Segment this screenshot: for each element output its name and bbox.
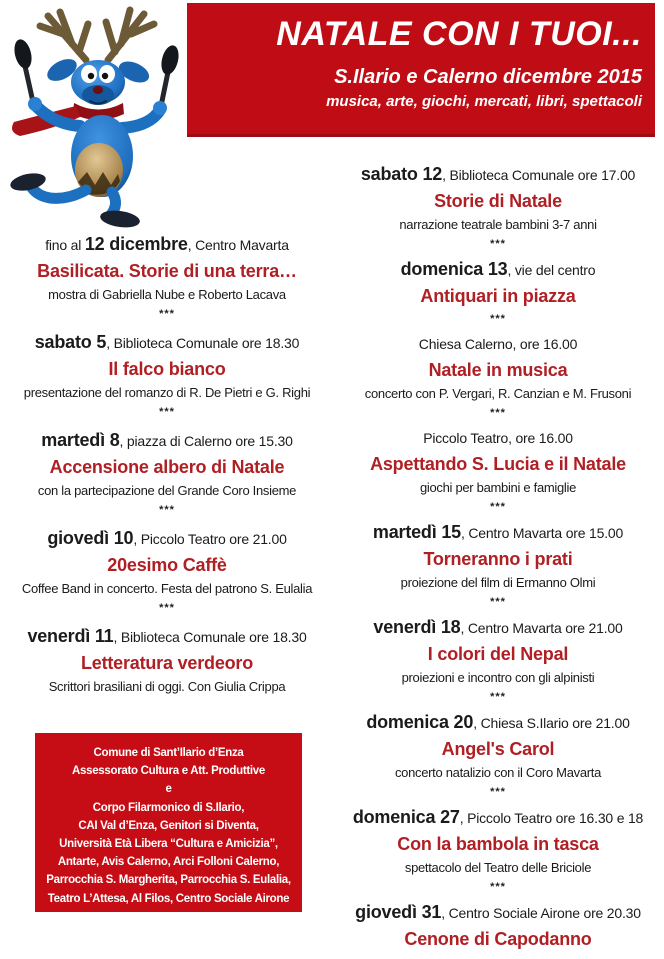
event-location-time: , Centro Sociale Airone ore 20.30 xyxy=(441,905,641,921)
event-location-time: , vie del centro xyxy=(507,262,596,278)
event-location-time: , piazza di Calerno ore 15.30 xyxy=(119,433,293,449)
event-day: sabato 12 xyxy=(360,164,443,184)
event-date-location xyxy=(333,332,663,356)
event-item xyxy=(333,615,663,703)
event-subtitle: concerto con P. Vergari, R. Canzian e M. Frusoni xyxy=(364,386,632,401)
event-location-time: , Biblioteca Comunale ore 17.00 xyxy=(442,167,636,183)
event-date-location xyxy=(1,428,333,453)
event-title: Torneranno i prati xyxy=(423,549,573,569)
event-subtitle: con la partecipazione del Grande Coro Insieme xyxy=(37,483,297,498)
event-title: Cenone di Capodanno xyxy=(404,929,592,949)
event-location-time: , Biblioteca Comunale ore 18.30 xyxy=(113,629,307,645)
event-subtitle: presentazione del romanzo di R. De Pietri e G. Righi xyxy=(23,385,311,400)
event-date-location xyxy=(333,900,663,925)
event-day: martedì 15 xyxy=(372,522,461,542)
event-location-time: , Centro Mavarta ore 21.00 xyxy=(460,620,623,636)
event-date-location xyxy=(1,526,333,551)
event-item xyxy=(333,520,663,608)
credits-line: Parrocchia S. Margherita, Parrocchia S. Eulalia, xyxy=(46,874,291,887)
event-subtitle: mostra di Gabriella Nube e Roberto Lacava xyxy=(48,287,286,302)
event-day: venerdì 18 xyxy=(373,617,461,637)
separator-stars: *** xyxy=(490,313,506,325)
event-date-location xyxy=(1,232,333,257)
events-column-right xyxy=(333,162,663,959)
poster-title: NATALE CON I TUOI... xyxy=(276,15,642,53)
event-location-time: , Biblioteca Comunale ore 18.30 xyxy=(106,335,300,351)
event-day: 12 dicembre xyxy=(84,234,188,254)
event-title: I colori del Nepal xyxy=(427,644,569,664)
event-day: venerdì 11 xyxy=(27,626,114,646)
credits-line: Assessorato Cultura e Att. Produttive xyxy=(72,765,265,778)
antlers xyxy=(40,10,154,60)
event-title: Basilicata. Storie di una terra… xyxy=(37,261,297,281)
separator-stars: *** xyxy=(490,407,506,419)
reindeer-illustration xyxy=(2,2,190,228)
event-item xyxy=(1,526,333,614)
event-title: Il falco bianco xyxy=(108,359,226,379)
event-date-location xyxy=(333,710,663,735)
event-title: Con la bambola in tasca xyxy=(397,834,599,854)
separator-stars: *** xyxy=(490,501,506,513)
event-day: domenica 13 xyxy=(400,259,508,279)
event-item xyxy=(333,710,663,798)
credits-line: CAI Val d’Enza, Genitori si Diventa, xyxy=(78,819,259,832)
credits-line: Teatro L’Attesa, Al Filos, Centro Sociale Airone xyxy=(47,892,290,905)
event-title: Accensione albero di Natale xyxy=(49,457,285,477)
event-subtitle: spettacolo del Teatro delle Briciole xyxy=(404,860,592,875)
muzzle xyxy=(82,85,114,105)
event-subtitle: giochi per bambini e famiglie xyxy=(419,480,577,495)
events-column-left xyxy=(1,232,333,706)
separator-stars: *** xyxy=(159,602,175,614)
event-item xyxy=(1,232,333,320)
event-item xyxy=(333,332,663,419)
credits-line: Comune di Sant’Ilario d’Enza xyxy=(93,747,244,759)
event-location-time: Piccolo Teatro, ore 16.00 xyxy=(423,430,573,446)
event-title: Natale in musica xyxy=(428,360,568,380)
event-day: domenica 20 xyxy=(366,712,474,732)
event-item xyxy=(333,162,663,250)
separator-stars: *** xyxy=(159,308,175,320)
event-title: Aspettando S. Lucia e il Natale xyxy=(370,454,626,474)
event-day: sabato 5 xyxy=(34,332,107,352)
credits-line: Università Età Libera “Cultura e Amicizia”, xyxy=(59,838,278,851)
poster-subtitle: S.Ilario e Calerno dicembre 2015 xyxy=(334,66,642,88)
event-subtitle: proiezione del film di Ermanno Olmi xyxy=(400,575,596,590)
event-date-location xyxy=(333,257,663,282)
event-day: giovedì 31 xyxy=(355,902,442,922)
event-title: 20esimo Caffè xyxy=(107,555,227,575)
event-day: domenica 27 xyxy=(352,807,460,827)
event-title: Letteratura verdeoro xyxy=(80,653,254,673)
event-date-location xyxy=(333,520,663,545)
event-item xyxy=(1,624,333,696)
separator-stars: *** xyxy=(490,691,506,703)
event-item xyxy=(333,426,663,513)
event-item xyxy=(1,428,333,516)
header-banner xyxy=(187,3,655,137)
event-date-location xyxy=(1,330,333,355)
separator-stars: *** xyxy=(159,406,175,418)
event-location-time: , Piccolo Teatro ore 21.00 xyxy=(133,531,287,547)
separator-stars: *** xyxy=(490,881,506,893)
event-date-location xyxy=(333,162,663,187)
event-subtitle: narrazione teatrale bambini 3-7 anni xyxy=(399,217,597,232)
credits-line: Antarte, Avis Calerno, Arci Folloni Calerno, xyxy=(57,856,280,869)
event-location-time: , Piccolo Teatro ore 16.30 e 18 xyxy=(459,810,644,826)
event-location-time: , Centro Mavarta ore 15.00 xyxy=(460,525,624,541)
event-location-time: , Chiesa S.Ilario ore 21.00 xyxy=(473,715,630,731)
separator-stars: *** xyxy=(490,238,506,250)
separator-stars: *** xyxy=(490,786,506,798)
event-subtitle: Scrittori brasiliani di oggi. Con Giulia Crippa xyxy=(48,679,286,694)
poster-tagline: musica, arte, giochi, mercati, libri, spettacoli xyxy=(326,93,642,110)
event-title: Antiquari in piazza xyxy=(420,286,576,306)
event-item xyxy=(333,900,663,952)
event-subtitle: concerto natalizio con il Coro Mavarta xyxy=(394,765,602,780)
event-date-location xyxy=(333,615,663,640)
event-location-time: Chiesa Calerno, ore 16.00 xyxy=(418,336,578,352)
event-date-location xyxy=(333,426,663,450)
event-date-location xyxy=(1,624,333,649)
event-subtitle: Coffee Band in concerto. Festa del patrono S. Eulalia xyxy=(21,581,313,596)
event-title: Storie di Natale xyxy=(434,191,562,211)
event-location-time: , Centro Mavarta xyxy=(187,237,289,253)
event-date-location xyxy=(333,805,663,830)
event-item xyxy=(333,257,663,325)
event-subtitle: proiezioni e incontro con gli alpinisti xyxy=(401,670,595,685)
event-item xyxy=(1,330,333,418)
credits-box xyxy=(35,733,302,912)
event-item xyxy=(333,805,663,893)
event-title: Angel's Carol xyxy=(441,739,555,759)
event-day: martedì 8 xyxy=(41,430,120,450)
credits-line: e xyxy=(165,783,172,796)
credits-line: Corpo Filarmonico di S.Ilario, xyxy=(92,801,245,814)
separator-stars: *** xyxy=(490,596,506,608)
event-date-prefix: fino al xyxy=(45,237,85,253)
separator-stars: *** xyxy=(159,504,175,516)
event-day: giovedì 10 xyxy=(47,528,134,548)
